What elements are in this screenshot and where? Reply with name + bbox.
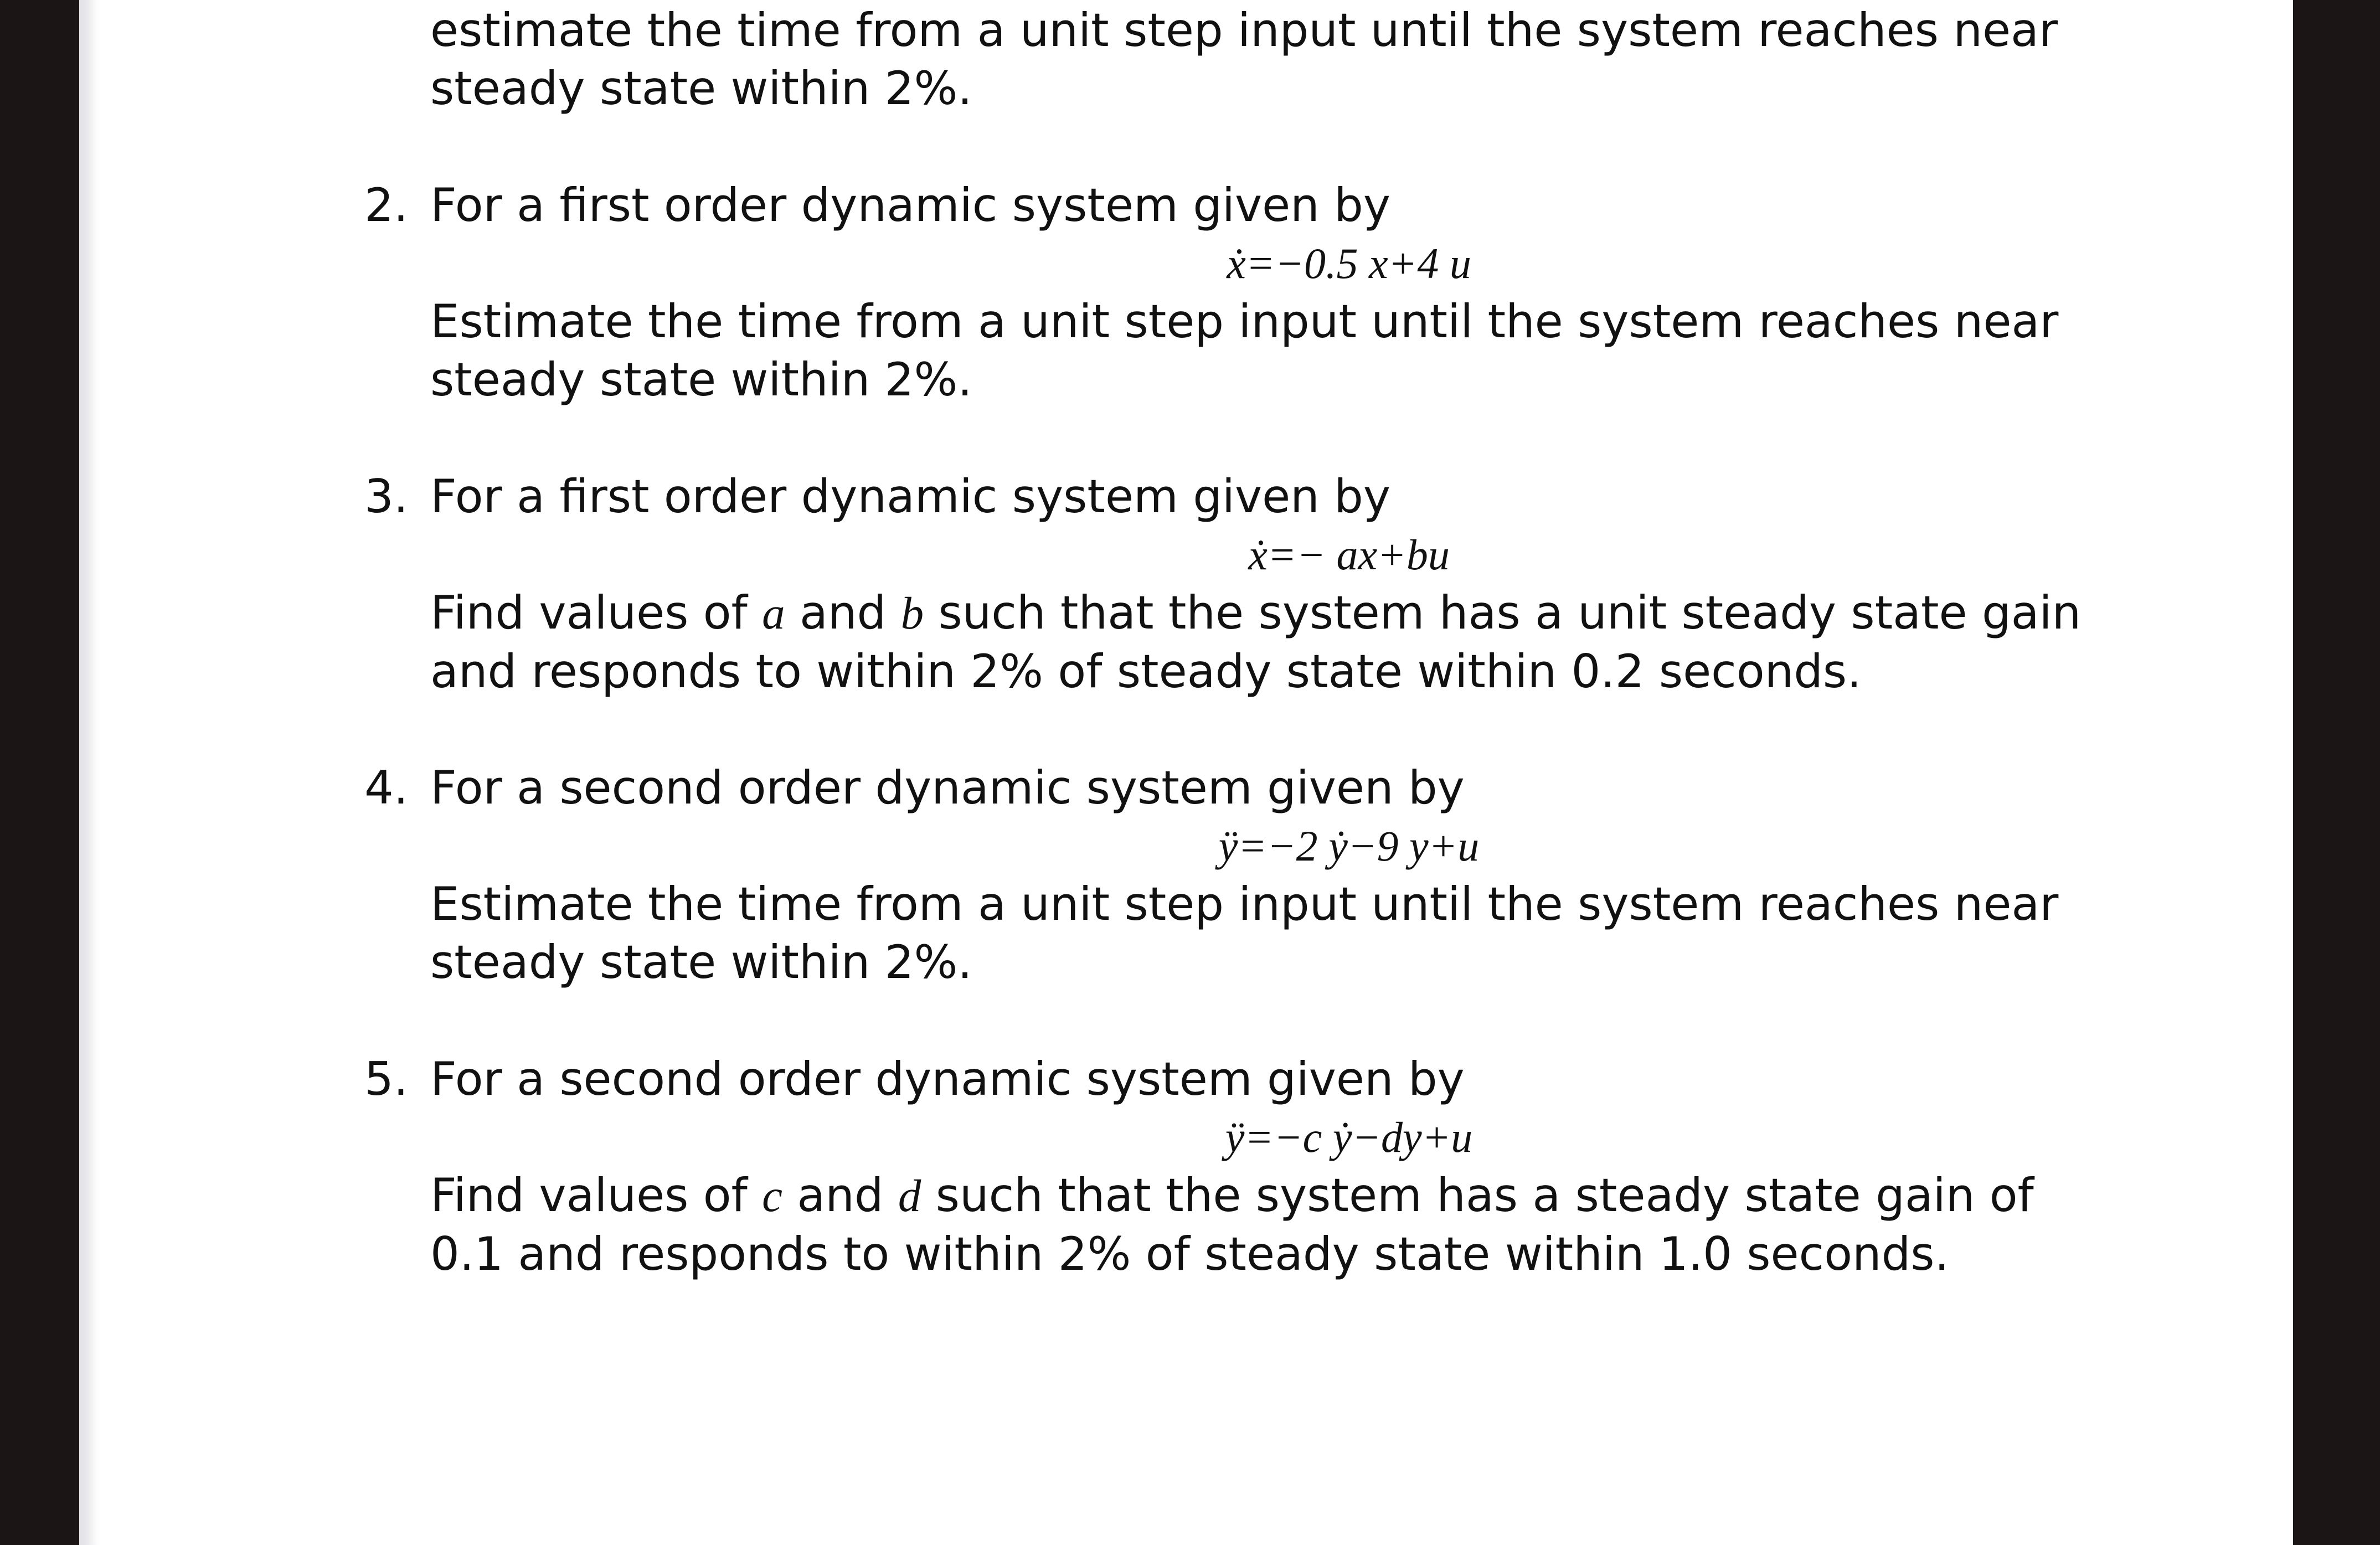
- intro-line-1: estimate the time from a unit step input until the system reaches near: [430, 3, 2058, 57]
- problem-3: [364, 467, 2202, 701]
- intro-continuation: [430, 1, 2202, 117]
- variable-c: c: [762, 1170, 782, 1221]
- problem-line-1: [430, 584, 2202, 642]
- text-segment: and: [782, 1168, 898, 1222]
- document-page: [79, 0, 2293, 1545]
- text-segment: such that the system has a steady state gain of: [921, 1168, 2034, 1222]
- variable-a: a: [762, 588, 785, 638]
- problem-line-2: steady state within 2%.: [430, 935, 972, 989]
- problem-line-1: [430, 1166, 2202, 1225]
- problem-equation: ẋ=− ax+bu: [1248, 531, 1450, 579]
- problem-equation: ÿ=−c ẏ−dy+u: [1225, 1113, 1473, 1161]
- problem-line-2: steady state within 2%.: [430, 353, 972, 406]
- problem-lead: For a second order dynamic system given by: [430, 1052, 1465, 1106]
- problem-line-2: 0.1 and responds to within 2% of steady state within 1.0 seconds.: [430, 1227, 1949, 1281]
- problem-2: [364, 176, 2202, 409]
- problem-number: 2.: [364, 178, 409, 232]
- problem-5: [364, 1050, 2202, 1283]
- text-segment: Find values of: [430, 586, 763, 640]
- variable-b: b: [900, 588, 924, 638]
- problem-line-1: Estimate the time from a unit step input until the system reaches near: [430, 295, 2059, 348]
- problem-lead: For a first order dynamic system given by: [430, 470, 1390, 523]
- problem-lead: For a second order dynamic system given by: [430, 761, 1465, 815]
- problem-line-2: and responds to within 2% of steady state within 0.2 seconds.: [430, 645, 1862, 698]
- problem-equation: ẋ=−0.5 x+4 u: [1227, 239, 1471, 287]
- problem-number: 4.: [364, 761, 409, 815]
- problem-4: [364, 759, 2202, 991]
- problem-equation: ÿ=−2 ẏ−9 y+u: [1218, 822, 1480, 870]
- problem-number: 5.: [364, 1052, 409, 1106]
- intro-line-2: steady state within 2%.: [430, 61, 972, 115]
- text-segment: and: [785, 586, 901, 640]
- text-segment: Find values of: [430, 1168, 763, 1222]
- problem-line-1: Estimate the time from a unit step input until the system reaches near: [430, 877, 2059, 931]
- text-segment: such that the system has a unit steady state gain: [924, 586, 2082, 640]
- problem-lead: For a first order dynamic system given by: [430, 178, 1390, 232]
- problem-number: 3.: [364, 470, 409, 523]
- variable-d: d: [898, 1170, 921, 1221]
